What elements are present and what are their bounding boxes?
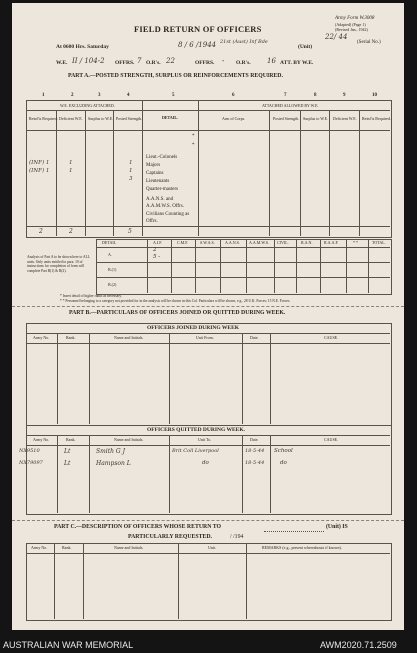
an-hw-2: 5 - — [153, 254, 161, 260]
form-sheet — [12, 3, 404, 630]
quit-2-army: NX79097 — [19, 460, 43, 466]
ors2-label: O.R's. — [236, 60, 251, 66]
rank-qm: Quarter-masters — [146, 187, 179, 192]
an-row-a: A. — [108, 252, 112, 257]
hw-posted-2: 1 — [129, 168, 133, 174]
quit-1-unit: Brit Coll Liverpool — [172, 448, 219, 454]
col-header-reinf: Reinf'ts Required. — [29, 116, 58, 121]
total-reinf: 2 — [39, 228, 43, 235]
part-c-title-b: (Unit) IS — [326, 524, 348, 530]
joined-h-rank: Rank. — [66, 335, 76, 340]
ors-label: O.R's. — [146, 60, 161, 66]
serial-value: 22/ 44 — [325, 33, 348, 41]
part-c-title-a: PART C.—DESCRIPTION OF OFFICERS WHOSE RETURN TO — [54, 524, 222, 530]
quit-1-date: 18-5-44 — [245, 448, 265, 454]
col-header-arm: Arm of Corps. — [222, 116, 246, 121]
rank-lieutenants: Lieutenants — [146, 179, 170, 184]
an-h-detail: DETAIL — [102, 240, 117, 245]
form-title: FIELD RETURN OF OFFICERS — [134, 24, 262, 34]
an-h-civil: CIVIL. — [277, 240, 289, 245]
archive-source: AUSTRALIAN WAR MEMORIAL — [3, 640, 134, 650]
serial-label: (Serial No.) — [357, 40, 381, 45]
quit-1-cause: School — [274, 448, 293, 454]
archive-accession: AWM2020.71.2509 — [320, 640, 397, 650]
quitted-h-unit: Unit To. — [198, 437, 212, 442]
archive-footer — [0, 636, 417, 653]
analysis-note: Analysis of Part A to be shown here to ALL units. Only units entitled to para. 10 of instructions for completion of form will complete Part B(1) & B(2). — [27, 255, 90, 274]
joined-h-unit: Unit From. — [196, 335, 214, 340]
col-header-detail: DETAIL. — [162, 115, 179, 120]
pc-h-army: Army No. — [31, 545, 48, 550]
hw-def-2: 1 — [69, 168, 73, 174]
quit-1-rank: Lt — [64, 448, 71, 455]
col-num-8: 8 — [314, 93, 317, 98]
total-deficient: 2 — [69, 228, 73, 235]
col-header-surplus-r: Surplus to W.E. — [303, 116, 329, 121]
hw-def-1: 1 — [69, 160, 73, 166]
an-h-aans: A.A.N.S. — [225, 240, 240, 245]
col-num-10: 10 — [372, 93, 377, 98]
col-header-posted-r: Posted Strength. — [273, 116, 300, 121]
ors-value: 22 — [166, 57, 175, 65]
part-c-date: / /194 — [230, 534, 244, 540]
pc-h-remarks: REMARKS (e.g., present whereabouts if known). — [262, 545, 342, 550]
quitted-title: OFFICERS QUITTED DURING WEEK. — [147, 427, 245, 433]
an-h-aif: A.I.F. — [153, 240, 163, 245]
an-h-aamws: A.A.M.W.S. — [249, 240, 269, 245]
ors2-value: 16 — [267, 57, 276, 65]
form-adapted: (Adapted) (Page 1) — [335, 22, 366, 27]
col-header-deficient: Deficient W.E. — [59, 116, 83, 121]
rank-captains: Captains — [146, 171, 164, 176]
part-a-title: PART A.—POSTED STRENGTH, SURPLUS OR REINFORCEMENTS REQUIRED. — [68, 73, 283, 79]
an-h-other: * * — [353, 240, 358, 245]
quit-1-name: Smith G J — [96, 448, 126, 455]
col-num-5: 5 — [172, 93, 175, 98]
col-num-6: 6 — [232, 93, 235, 98]
unit-label: (Unit) — [298, 44, 313, 50]
joined-title: OFFICERS JOINED DURING WEEK — [147, 325, 240, 331]
joined-h-date: Date. — [250, 335, 259, 340]
pc-h-name: Name and Initials. — [114, 545, 144, 550]
col-header-posted: Posted Strength. — [116, 116, 143, 121]
rank-lt-col: Lieut.-Colonels — [146, 155, 178, 160]
quit-2-name: Hampson L — [96, 460, 131, 467]
an-h-raaf: R.A.A.F. — [324, 240, 339, 245]
quitted-h-cause: CAUSE. — [324, 437, 339, 442]
at-line-label: At 0600 Hrs. Saturday — [56, 44, 109, 50]
offrs2-label: OFFRS. — [195, 60, 215, 66]
offrs2-value: - — [222, 57, 225, 65]
total-posted: 5 — [128, 228, 132, 235]
army-form-number: Army Form W.3008 — [335, 16, 375, 21]
col-header-reinf-r: Reinf'ts Required. — [362, 116, 391, 121]
quitted-h-date: Date. — [250, 437, 259, 442]
joined-h-army: Army No. — [33, 335, 50, 340]
pc-h-unit: Unit. — [208, 545, 217, 550]
quitted-h-name: Name and Initials. — [114, 437, 144, 442]
part-c-table — [26, 543, 392, 621]
an-h-total: TOTAL. — [372, 240, 386, 245]
rank-civilians: Civilians Counting as Offrs. — [146, 212, 190, 224]
col-header-deficient-r: Deficient W.E. — [333, 116, 357, 121]
col-num-2: 2 — [71, 93, 74, 98]
quit-2-date: 18-5-44 — [245, 460, 265, 466]
asterisk-2: * — [192, 143, 195, 148]
pc-h-rank: Rank. — [62, 545, 72, 550]
form-revised: (Revised Jan., 1942) — [335, 27, 368, 32]
rank-aans: A.A.N.S. and A.A.M.W.S. Offrs. — [146, 197, 184, 209]
offrs-label: OFFRS. — [115, 60, 135, 66]
hw-row-1: (INF) 1 — [29, 160, 50, 166]
hw-row-2: (INF) 1 — [29, 168, 50, 174]
joined-h-name: Name and Initials. — [114, 335, 144, 340]
part-c-title-c: PARTICULARLY REQUESTED. — [128, 534, 212, 540]
hw-posted-1: 1 — [129, 160, 133, 166]
quitted-h-army: Army No. — [33, 437, 50, 442]
we-value: II / 104-2 — [72, 57, 105, 65]
hw-posted-3: 3 — [129, 176, 133, 182]
col-num-4: 4 — [127, 93, 130, 98]
col-num-9: 9 — [343, 93, 346, 98]
asterisk-1: * — [192, 134, 195, 139]
an-h-swas: S.W.A.S. — [200, 240, 215, 245]
col-num-1: 1 — [42, 93, 45, 98]
col-num-3: 3 — [98, 93, 101, 98]
att-label: ATT. BY W.E. — [280, 60, 314, 66]
at-line-date: 8 / 6 /1944 — [178, 41, 217, 49]
rank-majors: Majors — [146, 163, 161, 168]
part-b-title: PART B.—PARTICULARS OF OFFICERS JOINED OR QUITTED DURING WEEK. — [69, 310, 286, 316]
unit-value: 21st (Aust) Inf Bde — [220, 39, 268, 45]
footnote-2: * * Personnel belonging to a category not provided for in the analysis will be shown in this Col. Particulars will be shown, e.g., 28 U.K. Forces; 15 N.E. Forces. — [60, 299, 291, 303]
quit-2-cause: do — [280, 460, 287, 466]
an-h-cmf: C.M.F. — [177, 240, 189, 245]
footnote-1: * Insert detail of higher ranks as necessary. — [60, 294, 122, 298]
an-row-b2: B.(2) — [108, 282, 117, 287]
quitted-h-rank: Rank. — [66, 437, 76, 442]
group-left-header: W.E. EXCLUDING ATTACHED. — [60, 103, 115, 108]
quit-2-unit: do — [202, 460, 209, 466]
joined-h-cause: CAUSE. — [324, 335, 339, 340]
offrs-value: 7 — [137, 57, 142, 65]
col-num-7: 7 — [284, 93, 287, 98]
quit-2-rank: Lt — [64, 460, 71, 467]
col-header-surplus: Surplus to W.E. — [88, 116, 114, 121]
group-right-header: ATTACHED ALLOWED BY W.E. — [262, 103, 319, 108]
quit-1-army: NX9510 — [19, 448, 40, 454]
an-h-ran: R.A.N. — [301, 240, 313, 245]
an-row-b1: B.(1) — [108, 267, 117, 272]
we-label: W.E. — [56, 60, 68, 66]
an-hw-1: 2 — [153, 247, 157, 253]
